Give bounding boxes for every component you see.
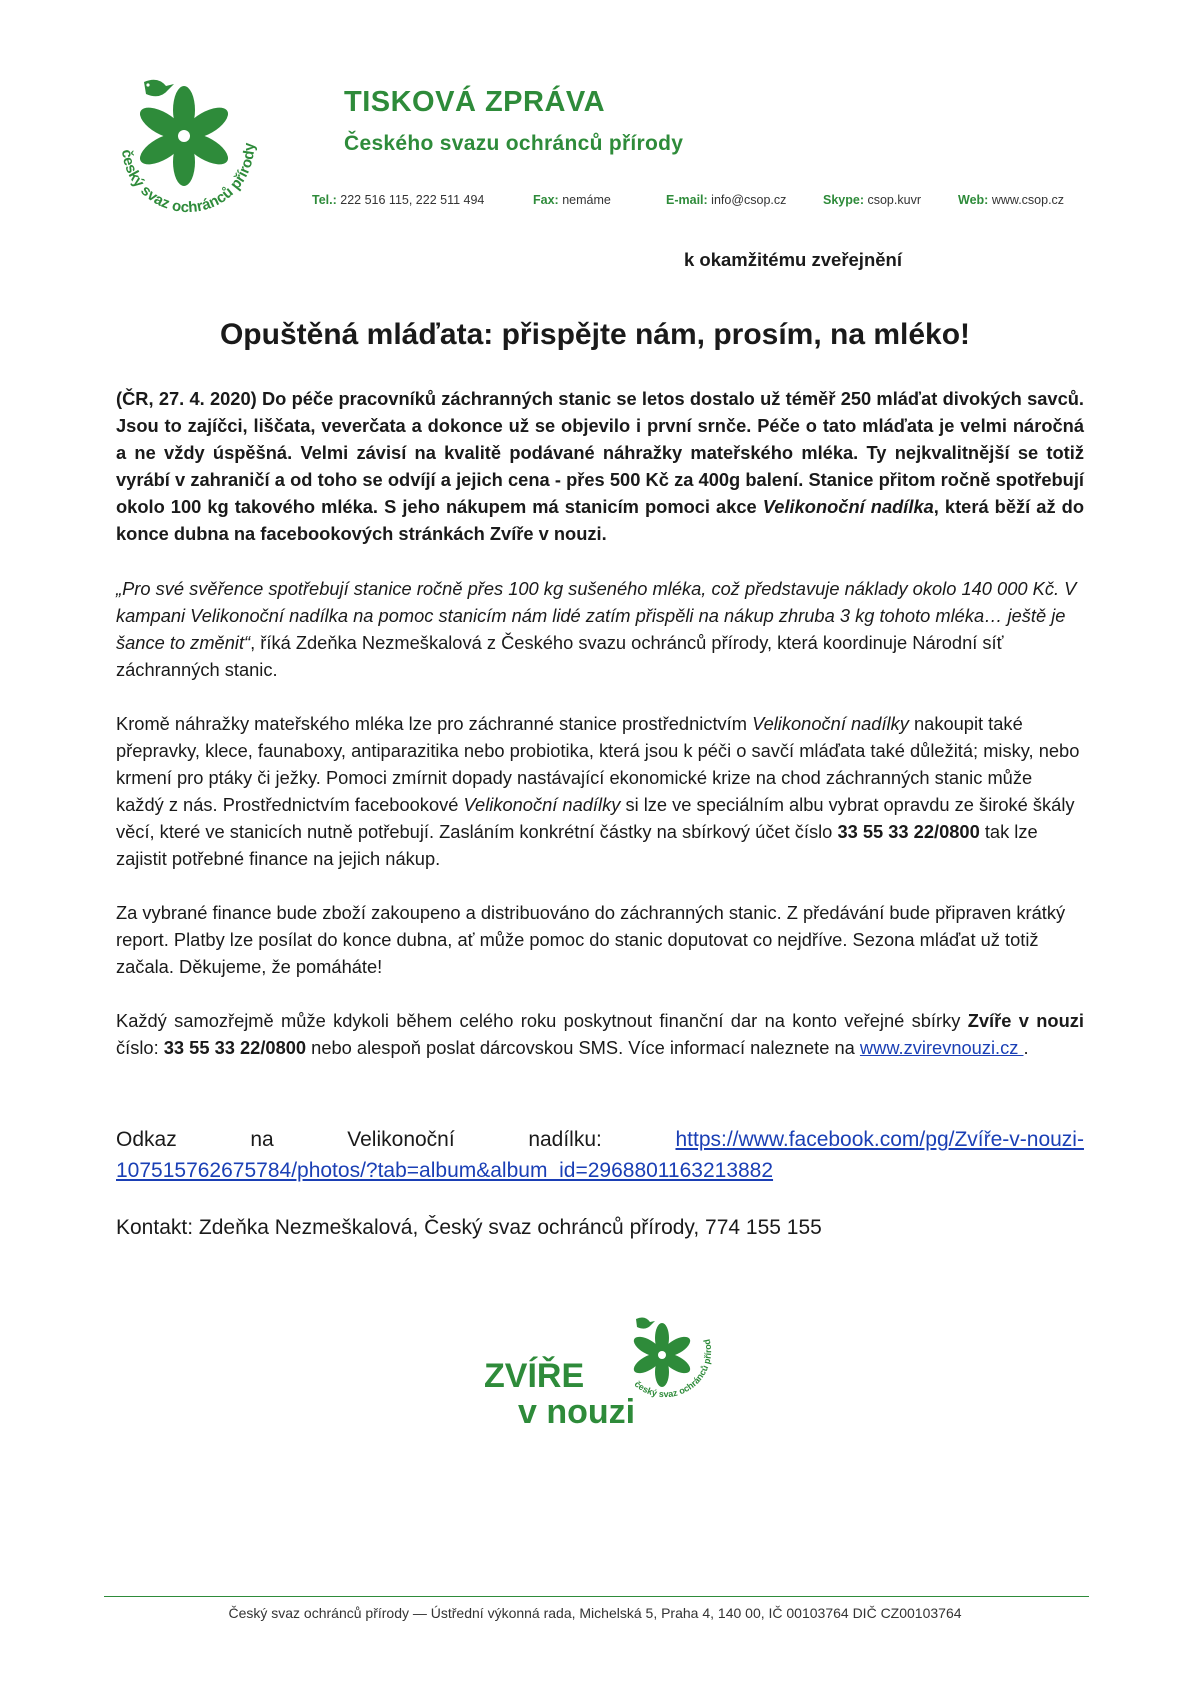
svg-text:český svaz ochránců přírody: český svaz ochránců přírody: [118, 142, 259, 217]
footer-divider: [104, 1596, 1089, 1597]
fax-contact: Fax: nemáme: [533, 193, 611, 207]
press-release-title: TISKOVÁ ZPRÁVA: [344, 86, 606, 118]
press-release-subtitle: Českého svazu ochránců přírody: [344, 132, 684, 155]
body-paragraph-finance: Za vybrané finance bude zboží zakoupeno a distribuováno do záchranných stanic. Z předávání bude připraven krátký report. Platby lze posílat do konce dubna, ať může pomoc do stanic doputovat co nejdříve. Sezona mláďat už totiž začala. Děkujeme, že pomáháte!: [116, 902, 1066, 977]
quote-paragraph: „Pro své svěřence spotřebují stanice ročně přes 100 kg sušeného mléka, což představuje náklady okolo 140 000 Kč. V kampani Velikonoční nadílka na pomoc stanicím nám lidé zatím přispěli na nákup zhruba 3 kg tohoto mléka… ještě je šance to změnit“, říká Zdeňka Nezmeškalová z Českého svazu ochránců přírody, která koordinuje Národní síť záchranných stanic.: [116, 578, 1077, 680]
svg-text:v nouzi: v nouzi: [518, 1393, 636, 1431]
zvirevnouzi-link[interactable]: www.zvirevnouzi.cz: [859, 1037, 1024, 1058]
svg-text:ZVÍŘE: ZVÍŘE: [484, 1357, 585, 1395]
zvire-logo-icon: [484, 1315, 724, 1435]
contact-bar: [312, 193, 1092, 211]
facebook-link-line: Odkaz na Velikonoční nadílku: https://www.facebook.com/pg/Zvíře-v-nouzi- 107515762675784/photos/?tab=album&album_id=2968801163213882: [116, 1124, 1084, 1186]
zvire-v-nouzi-logo: [484, 1315, 724, 1435]
skype-contact: Skype: csop.kuvr: [823, 193, 921, 207]
facebook-album-link-cont[interactable]: 107515762675784/photos/?tab=album&album_id=2968801163213882: [116, 1159, 774, 1182]
email-contact[interactable]: E-mail: info@csop.cz: [666, 193, 787, 207]
lead-paragraph: (ČR, 27. 4. 2020) Do péče pracovníků záchranných stanic se letos dostalo už téměř 250 mláďat divokých savců. Jsou to zajíčci, liščata, veverčata a dokonce už se objevilo i první srnče. Péče o tato mláďata je velmi náročná a ne vždy úspěšná. Velmi závisí na kvalitě podávané náhražky mateřského mléka. Ty nejkvalitnější se totiž vyrábí v zahraničí a od toho se odvíjí a jejich cena - přes 500 Kč za 400g balení. Stanice přitom ročně spotřebují okolo 100 kg takového mléka. S jeho nákupem má stanicím pomoci akce Velikonoční nadílka, která běží až do konce dubna na facebookových stránkách Zvíře v nouzi.: [116, 388, 1085, 544]
web-contact[interactable]: Web: www.csop.cz: [958, 193, 1065, 207]
flower-bird-icon: [108, 76, 268, 226]
tel-contact: Tel.: 222 516 115, 222 511 494: [312, 193, 485, 207]
contact-person: Kontakt: Zdeňka Nezmeškalová, Český svaz ochránců přírody, 774 155 155: [116, 1216, 822, 1239]
facebook-album-link[interactable]: https://www.facebook.com/pg/Zvíře-v-nouzi-: [675, 1128, 1084, 1151]
release-note: k okamžitému zveřejnění: [684, 249, 902, 270]
headline: Opuštěná mláďata: přispějte nám, prosím, na mléko!: [219, 318, 971, 351]
csop-logo: [108, 76, 268, 226]
footer-address: Český svaz ochránců přírody — Ústřední výkonná rada, Michelská 5, Praha 4, 140 00, IČ 00103764 DIČ CZ00103764: [228, 1605, 962, 1621]
body-paragraph-items: Kromě náhražky mateřského mléka lze pro záchranné stanice prostřednictvím Velikonoční nadílky nakoupit také přepravky, klece, faunaboxy, antiparazitika nebo probiotika, která jsou k péči o savčí mláďata také důležitá; misky, nebo krmení pro ptáky či ježky. Pomoci zmírnit dopady nastávající ekonomické krize na chod záchranných stanic může každý z nás. Prostřednictvím facebookové Velikonoční nadílky si lze ve speciálním albu vybrat opravdu ze široké škály věcí, které ve stanicích nutně potřebují. Zasláním konkrétní částky na sbírkový účet číslo 33 55 33 22/0800 tak lze zajistit potřebné finance na jejich nákup.: [116, 713, 1080, 869]
svg-text:český svaz ochránců přírody: český svaz ochránců přírod: [632, 1338, 714, 1400]
body-paragraph-donation: Každý samozřejmě může kdykoli během celého roku poskytnout finanční dar na konto veřejné sbírky Zvíře v nouzi číslo: 33 55 33 22/0800 nebo alespoň poslat dárcovskou SMS. Více informací naleznete na www.zvirevnouzi.cz .: [116, 1010, 1084, 1058]
